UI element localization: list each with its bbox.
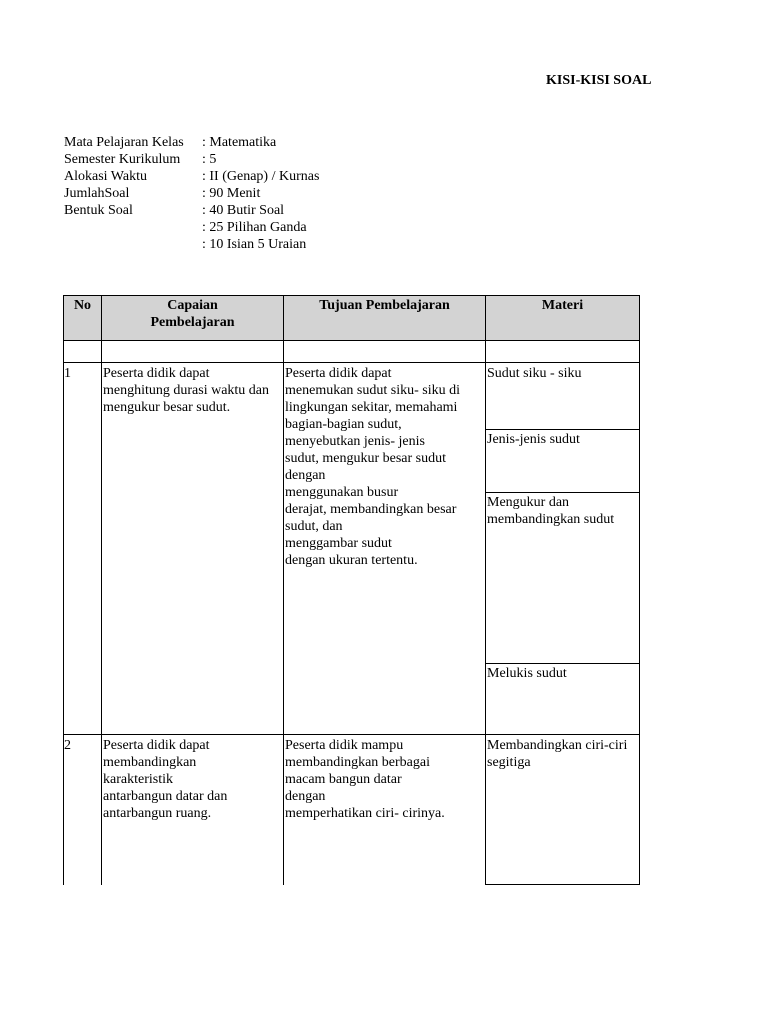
cell-line: Melukis sudut	[487, 666, 567, 681]
cell-line: dengan	[285, 468, 326, 483]
row-number: 2	[64, 738, 71, 753]
header-no: No	[73, 298, 92, 313]
table-border	[485, 492, 640, 493]
cell-line: menggambar sudut	[285, 536, 392, 551]
info-value: : 90 Menit	[202, 186, 261, 201]
table-border	[101, 295, 102, 885]
info-label: Bentuk Soal	[64, 203, 133, 218]
info-label: Mata Pelajaran Kelas	[64, 135, 184, 150]
capaian-cell	[103, 737, 283, 822]
cell-line: Peserta didik dapat	[285, 366, 392, 381]
info-value: : 25 Pilihan Ganda	[202, 220, 307, 235]
cell-line: mengukur besar sudut.	[103, 400, 231, 415]
materi-cell	[487, 665, 639, 682]
table-border	[485, 295, 486, 885]
table-border	[485, 884, 640, 885]
info-label: Semester Kurikulum	[64, 152, 181, 167]
table-border	[485, 429, 640, 430]
info-value: : 5	[202, 152, 217, 167]
tujuan-cell	[285, 365, 485, 569]
info-value: : 10 Isian 5 Uraian	[202, 237, 307, 252]
table-border	[63, 340, 640, 341]
cell-line: dengan	[285, 789, 326, 804]
cell-line: lingkungan sekitar, memahami	[285, 400, 458, 415]
cell-line: menggunakan busur	[285, 485, 399, 500]
table-border	[283, 295, 284, 885]
table-border	[639, 295, 640, 885]
document-title: KISI-KISI SOAL	[546, 73, 652, 88]
cell-line: membandingkan berbagai	[285, 755, 431, 770]
cell-line: menyebutkan jenis- jenis	[285, 434, 425, 449]
table-border	[63, 295, 64, 885]
header-materi: Materi	[541, 298, 584, 313]
cell-line: Membandingkan ciri-ciri	[487, 738, 628, 753]
table-border	[485, 663, 640, 664]
header-tujuan: Tujuan Pembelajaran	[319, 298, 450, 313]
cell-line: sudut, mengukur besar sudut	[285, 451, 446, 466]
header-capaian-line: Capaian	[167, 298, 218, 313]
cell-line: Mengukur dan	[487, 495, 570, 510]
cell-line: segitiga	[487, 755, 531, 770]
table-border	[63, 295, 640, 296]
cell-line: dengan ukuran tertentu.	[285, 553, 418, 568]
cell-line: membandingkan sudut	[487, 512, 615, 527]
info-values	[202, 134, 319, 253]
cell-line: membandingkan	[103, 755, 197, 770]
cell-line: macam bangun datar	[285, 772, 402, 787]
materi-cell	[487, 431, 639, 448]
cell-line: Peserta didik dapat	[103, 738, 210, 753]
cell-line: antarbangun ruang.	[103, 806, 212, 821]
header-capaian-line: Pembelajaran	[150, 315, 235, 330]
cell-line: memperhatikan ciri- cirinya.	[285, 806, 445, 821]
info-value: : II (Genap) / Kurnas	[202, 169, 320, 184]
cell-line: antarbangun datar dan	[103, 789, 228, 804]
table-border	[63, 362, 640, 363]
capaian-cell	[103, 365, 283, 416]
cell-line: sudut, dan	[285, 519, 343, 534]
info-labels	[64, 134, 184, 219]
info-label: Alokasi Waktu	[64, 169, 147, 184]
cell-line: menghitung durasi waktu dan	[103, 383, 270, 398]
tujuan-cell	[285, 737, 485, 822]
info-label: JumlahSoal	[64, 186, 130, 201]
cell-line: karakteristik	[103, 772, 173, 787]
cell-line: Jenis-jenis sudut	[487, 432, 580, 447]
header-capaian	[102, 297, 283, 331]
cell-line: derajat, membandingkan besar	[285, 502, 457, 517]
row-number: 1	[64, 366, 71, 381]
cell-line: bagian-bagian sudut,	[285, 417, 402, 432]
materi-cell	[487, 737, 639, 771]
materi-cell	[487, 365, 639, 382]
materi-cell	[487, 494, 639, 528]
info-value: : Matematika	[202, 135, 277, 150]
cell-line: Sudut siku - siku	[487, 366, 582, 381]
table-border	[63, 734, 640, 735]
cell-line: Peserta didik dapat	[103, 366, 210, 381]
info-value: : 40 Butir Soal	[202, 203, 285, 218]
cell-line: Peserta didik mampu	[285, 738, 404, 753]
cell-line: menemukan sudut siku- siku di	[285, 383, 460, 398]
